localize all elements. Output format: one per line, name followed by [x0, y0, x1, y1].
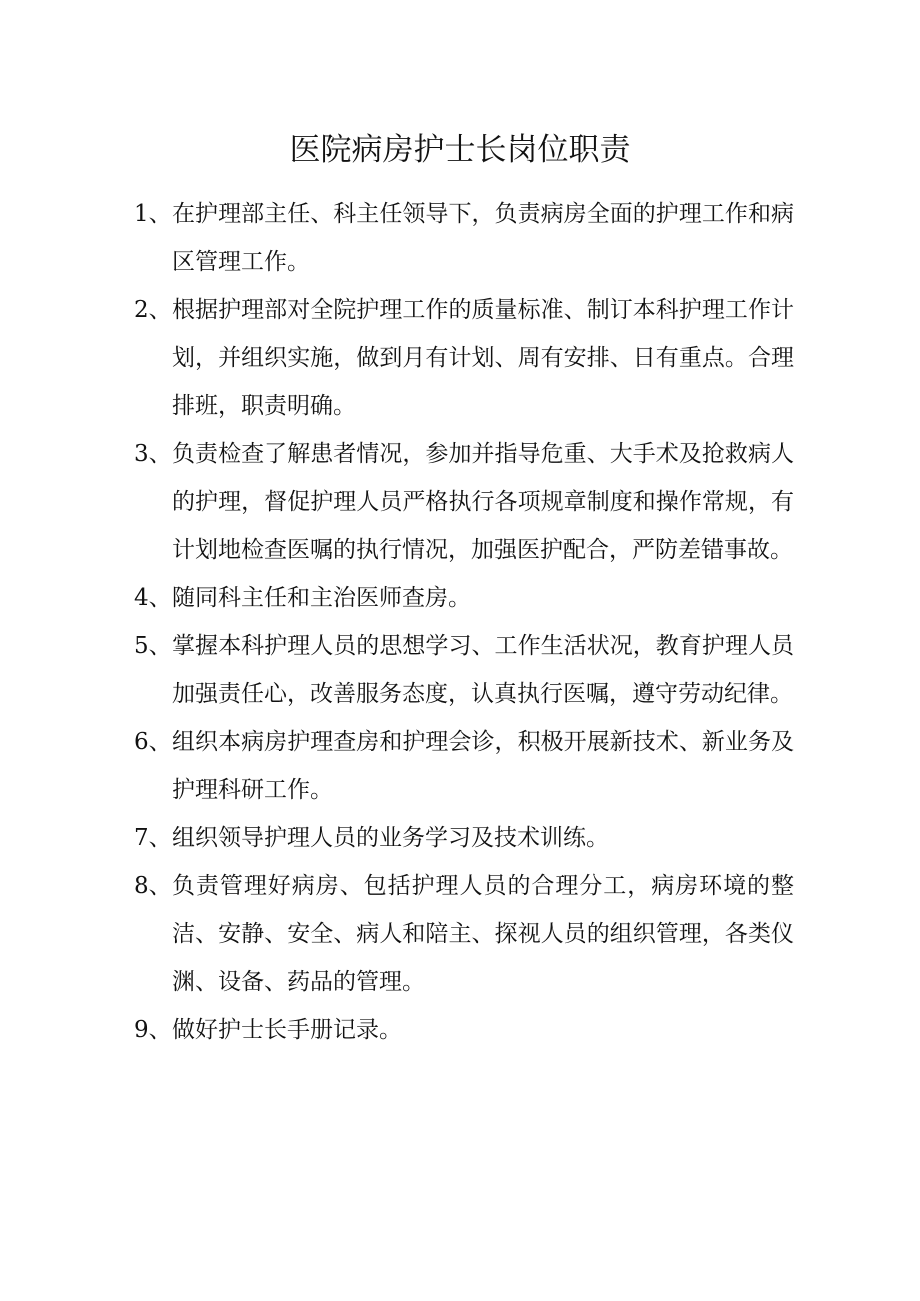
duty-number: 1、: [134, 201, 172, 227]
duty-item-3: [134, 430, 794, 574]
duty-text: 随同科主任和主治医师查房。: [172, 585, 471, 611]
duty-number: 6、: [134, 729, 172, 755]
duty-number: 4、: [134, 585, 172, 611]
duty-item-8: [134, 862, 794, 1006]
duty-number: 3、: [134, 441, 172, 467]
duty-number: 8、: [134, 873, 172, 899]
duty-item-9: [134, 1006, 794, 1054]
duty-text: 负责检查了解患者情况，参加并指导危重、大手术及抢救病人的护理，督促护理人员严格执行各项规章制度和操作常规，有计划地检查医嘱的执行情况，加强医护配合，严防差错事故。: [172, 441, 794, 563]
duty-item-5: [134, 622, 794, 718]
duty-text: 在护理部主任、科主任领导下，负责病房全面的护理工作和病区管理工作。: [172, 201, 794, 275]
duty-item-6: [134, 718, 794, 814]
duty-text: 组织领导护理人员的业务学习及技术训练。: [172, 825, 609, 851]
duty-text: 负责管理好病房、包括护理人员的合理分工，病房环境的整洁、安静、安全、病人和陪主、探视人员的组织管理，各类仪渊、设备、药品的管理。: [172, 873, 794, 995]
duty-number: 2、: [134, 297, 172, 323]
duty-item-1: [134, 190, 794, 286]
duty-list: [134, 190, 794, 1054]
duty-number: 7、: [134, 825, 172, 851]
page-title: 医院病房护士长岗位职责: [289, 132, 631, 168]
duty-number: 9、: [134, 1017, 172, 1043]
duty-item-7: [134, 814, 794, 862]
duty-text: 做好护士长手册记录。: [172, 1017, 402, 1043]
duty-item-4: [134, 574, 794, 622]
duty-number: 5、: [134, 633, 172, 659]
duty-text: 组织本病房护理查房和护理会诊，积极开展新技术、新业务及护理科研工作。: [172, 729, 794, 803]
duty-text: 掌握本科护理人员的思想学习、工作生活状况，教育护理人员加强责任心，改善服务态度，认真执行医嘱，遵守劳动纪律。: [172, 633, 794, 707]
duty-text: 根据护理部对全院护理工作的质量标准、制订本科护理工作计划，并组织实施，做到月有计划、周有安排、日有重点。合理排班，职责明确。: [172, 297, 794, 419]
duty-item-2: [134, 286, 794, 430]
